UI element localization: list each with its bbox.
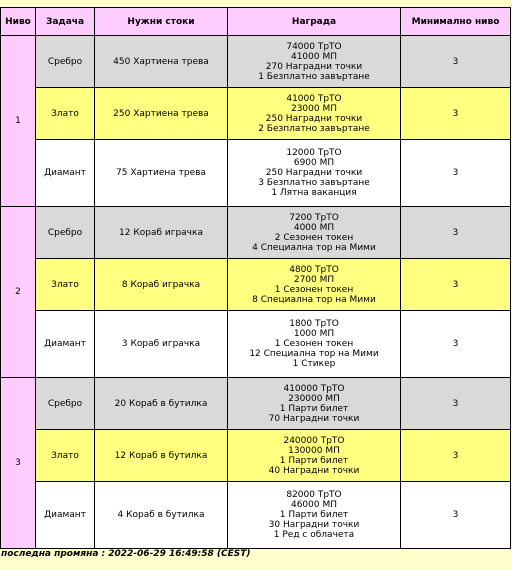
reward-line: 4000 МП bbox=[293, 222, 335, 233]
header-reward: Награда bbox=[228, 8, 401, 36]
min-level-cell: 3 bbox=[401, 430, 511, 482]
reward-line: 4800 ТрТО bbox=[289, 264, 339, 275]
table-row bbox=[1, 207, 511, 259]
reward-line: 270 Наградни точки bbox=[265, 61, 363, 72]
task-cell: Сребро bbox=[36, 378, 95, 430]
reward-line: 23000 МП bbox=[290, 103, 338, 114]
min-level-cell: 3 bbox=[401, 482, 511, 549]
reward-line: 250 Наградни точки bbox=[265, 168, 363, 178]
reward-cell bbox=[228, 88, 401, 140]
header-min-level: Минимално ниво bbox=[401, 8, 511, 36]
reward-line: 3 Безплатно завъртане bbox=[258, 178, 370, 188]
table-row bbox=[1, 311, 511, 378]
reward-line: 250 Наградни точки bbox=[265, 113, 363, 124]
min-level-cell: 3 bbox=[401, 311, 511, 378]
last-modified: последна промяна : 2022-06-29 16:49:58 (CEST) bbox=[1, 549, 251, 559]
reward-line: 41000 МП bbox=[290, 51, 338, 62]
reward-line: 1 Безплатно завъртане bbox=[258, 71, 370, 82]
table-row bbox=[1, 378, 511, 430]
reward-line: 46000 МП bbox=[290, 500, 338, 510]
reward-line: 1 Парти билет bbox=[279, 455, 349, 466]
reward-line: 8 Специална тор на Мими bbox=[252, 294, 376, 305]
level-cell: 3 bbox=[1, 378, 36, 549]
min-level-cell: 3 bbox=[401, 36, 511, 88]
items-cell: 12 Кораб играчка bbox=[95, 207, 228, 259]
reward-cell bbox=[228, 311, 401, 378]
table-row bbox=[1, 36, 511, 88]
table-row bbox=[1, 259, 511, 311]
reward-cell bbox=[228, 430, 401, 482]
reward-cell bbox=[228, 36, 401, 88]
reward-cell bbox=[228, 207, 401, 259]
min-level-cell: 3 bbox=[401, 88, 511, 140]
reward-line: 2 Безплатно завъртане bbox=[258, 123, 370, 134]
task-cell: Сребро bbox=[36, 207, 95, 259]
reward-line: 1 Парти билет bbox=[279, 510, 349, 520]
items-cell: 12 Кораб в бутилка bbox=[95, 430, 228, 482]
reward-line: 240000 ТрТО bbox=[283, 435, 345, 446]
task-cell: Диамант bbox=[36, 482, 95, 549]
reward-line: 230000 МП bbox=[288, 393, 340, 404]
min-level-cell: 3 bbox=[401, 378, 511, 430]
table-row bbox=[1, 140, 511, 207]
quest-reward-table bbox=[0, 7, 511, 549]
items-cell: 250 Хартиена трева bbox=[95, 88, 228, 140]
reward-line: 41000 ТрТО bbox=[286, 93, 342, 104]
reward-line: 82000 ТрТО bbox=[286, 490, 342, 500]
task-cell: Злато bbox=[36, 88, 95, 140]
items-cell: 75 Хартиена трева bbox=[95, 140, 228, 207]
reward-cell bbox=[228, 259, 401, 311]
reward-line: 2700 МП bbox=[293, 274, 335, 285]
reward-line: 2 Сезонен токен bbox=[274, 232, 354, 243]
reward-line: 130000 МП bbox=[288, 445, 340, 456]
table-row bbox=[1, 88, 511, 140]
reward-line: 6900 МП bbox=[293, 158, 335, 168]
reward-line: 7200 ТрТО bbox=[289, 212, 339, 223]
items-cell: 450 Хартиена трева bbox=[95, 36, 228, 88]
reward-line: 1000 МП bbox=[293, 329, 335, 339]
table-row bbox=[1, 430, 511, 482]
items-cell: 8 Кораб играчка bbox=[95, 259, 228, 311]
reward-line: 12 Специална тор на Мими bbox=[249, 349, 379, 359]
reward-line: 1 Ред с облачета bbox=[273, 530, 355, 540]
reward-cell bbox=[228, 378, 401, 430]
reward-line: 1 Сезонен токен bbox=[274, 284, 354, 295]
reward-line: 1 Сезонен токен bbox=[274, 339, 354, 349]
task-cell: Диамант bbox=[36, 140, 95, 207]
reward-line: 30 Наградни точки bbox=[268, 520, 360, 530]
items-cell: 3 Кораб играчка bbox=[95, 311, 228, 378]
table-body bbox=[1, 36, 511, 549]
task-cell: Злато bbox=[36, 259, 95, 311]
reward-line: 74000 ТрТО bbox=[286, 41, 342, 52]
reward-line: 410000 ТрТО bbox=[283, 383, 345, 394]
reward-line: 1 Стикер bbox=[292, 359, 336, 369]
reward-line: 70 Наградни точки bbox=[268, 413, 360, 424]
reward-line: 1800 ТрТО bbox=[289, 319, 339, 329]
task-cell: Сребро bbox=[36, 36, 95, 88]
task-cell: Злато bbox=[36, 430, 95, 482]
task-cell: Диамант bbox=[36, 311, 95, 378]
table-header-row bbox=[1, 8, 511, 36]
min-level-cell: 3 bbox=[401, 207, 511, 259]
header-task: Задача bbox=[36, 8, 95, 36]
reward-cell bbox=[228, 482, 401, 549]
reward-line: 4 Специална тор на Мими bbox=[252, 242, 376, 253]
reward-line: 40 Наградни точки bbox=[268, 465, 360, 476]
level-cell: 2 bbox=[1, 207, 36, 378]
header-items: Нужни стоки bbox=[95, 8, 228, 36]
reward-line: 12000 ТрТО bbox=[286, 148, 342, 158]
min-level-cell: 3 bbox=[401, 140, 511, 207]
items-cell: 4 Кораб в бутилка bbox=[95, 482, 228, 549]
reward-cell bbox=[228, 140, 401, 207]
min-level-cell: 3 bbox=[401, 259, 511, 311]
table-row bbox=[1, 482, 511, 549]
level-cell: 1 bbox=[1, 36, 36, 207]
header-level: Ниво bbox=[1, 8, 36, 36]
reward-line: 1 Лятна ваканция bbox=[271, 188, 357, 198]
reward-line: 1 Парти билет bbox=[279, 403, 349, 414]
items-cell: 20 Кораб в бутилка bbox=[95, 378, 228, 430]
